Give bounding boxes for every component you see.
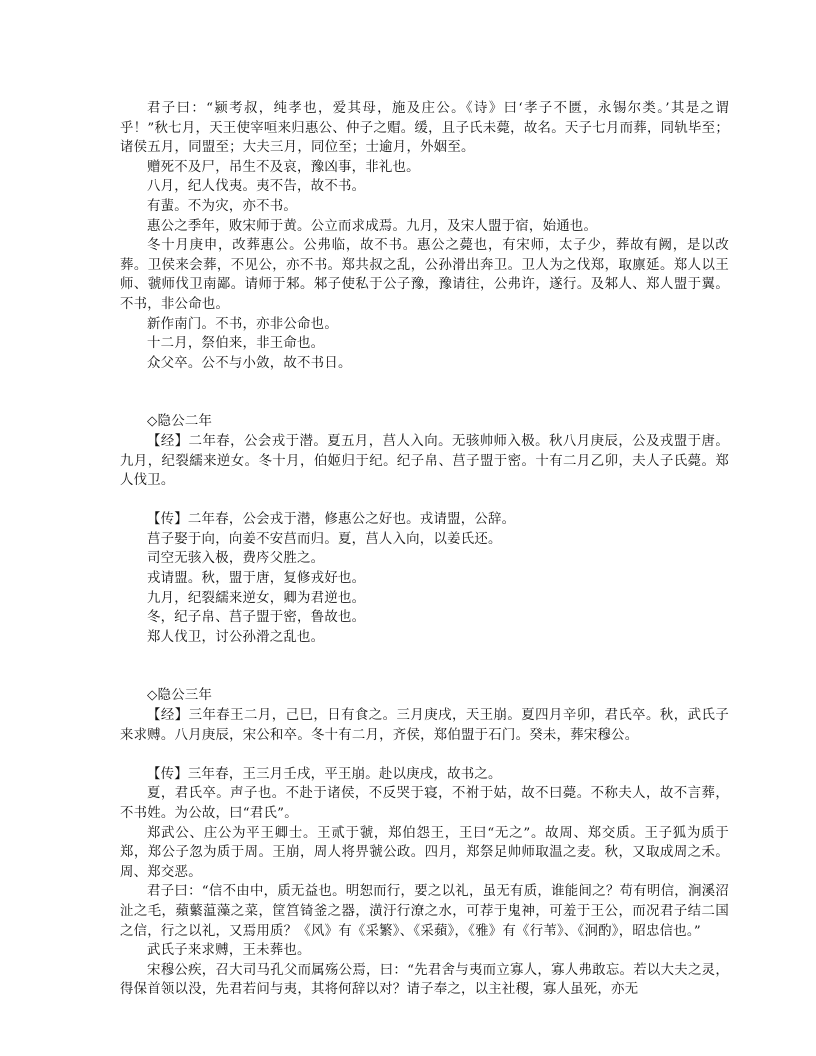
zhuan-paragraph: 【传】三年春，王三月壬戌，平王崩。赴以庚戌，故书之。 (147, 766, 502, 782)
paragraph: 众父卒。公不与小敛，故不书日。 (147, 355, 352, 371)
paragraph: 九月，纪裂繻来逆女，卿为君逆也。 (147, 590, 366, 606)
paragraph: 戎请盟。秋，盟于唐，复修戎好也。 (147, 571, 366, 587)
spacer (120, 745, 729, 765)
paragraph: 十二月，祭伯来，非王命也。 (147, 336, 325, 352)
zhuan-paragraph: 【传】二年春，公会戎于潜，修惠公之好也。戎请盟，公辞。 (147, 512, 516, 528)
paragraph: 冬十月庚申，改葬惠公。公弗临，故不书。惠公之薨也，有宋师，太子少，葬故有阙，是以改葬。卫侯来会葬，不见公，亦不书。郑共叔之乱，公孙滑出奔卫。卫人为之伐郑，取廪延。郑人以王师、虢师伐卫南鄙。请师于邾。邾子使私于公子豫，豫请往，公弗许，遂行。及邾人、郑人盟于翼。不书，非公命也。 (120, 238, 729, 312)
paragraph: 武氏子来求赙，王未葬也。 (147, 943, 311, 959)
jing-paragraph: 【经】二年春，公会戎于潜。夏五月，莒人入向。无骇帅师入极。秋八月庚辰，公及戎盟于唐。九月，纪裂繻来逆女。冬十月，伯姬归于纪。纪子帛、莒子盟于密。十有二月乙卯，夫人子氏薨。郑人伐卫。 (120, 433, 729, 489)
paragraph: 君子曰：“颍考叔，纯孝也，爱其母，施及庄公。《诗》曰‘孝子不匮，永锡尔类。’其是之谓乎！”秋七月，天王使宰咺来归惠公、仲子之赗。缓，且子氏未薨，故名。天子七月而葬，同轨毕至；诸侯五月，同盟至；大夫三月，同位至；士逾月，外姻至。 (120, 101, 729, 156)
paragraph: 司空无骇入极，费庈父胜之。 (147, 551, 325, 567)
paragraph: 宋穆公疾，召大司马孔父而属殇公焉，曰：“先君舍与夷而立寡人，寡人弗敢忘。若以大夫之灵，得保首领以没，先君若问与夷，其将何辞以对？请子奉之，以主社稷，寡人虽死，亦无 (120, 962, 729, 998)
paragraph: 郑人伐卫，讨公孙滑之乱也。 (147, 629, 325, 645)
paragraph: 赠死不及尸，吊生不及哀，豫凶事，非礼也。 (147, 159, 420, 175)
paragraph: 八月，纪人伐夷。夷不告，故不书。 (147, 179, 366, 195)
paragraph: 君子曰：“信不由中，质无益也。明恕而行，要之以礼，虽无有质，谁能间之？苟有明信，涧溪沼沚之毛，蘋蘩蕰藻之菜，筐筥锜釜之器，潢汙行潦之水，可荐于鬼神，可羞于王公，而况君子结二国之信，行之以礼，又焉用质？《风》有《采繁》、《采蘋》，《雅》有《行苇》、《泂酌》，昭忠信也。” (120, 884, 729, 939)
paragraph: 新作南门。不书，亦非公命也。 (147, 316, 338, 332)
paragraph: 夏，君氏卒。声子也。不赴于诸侯，不反哭于寝，不祔于姑，故不曰薨。不称夫人，故不言葬，不书姓。为公故，曰“君氏”。 (120, 786, 729, 821)
spacer (120, 647, 729, 686)
jing-paragraph: 【经】三年春王二月，己巳，日有食之。三月庚戌，天王崩。夏四月辛卯，君氏卒。秋，武氏子来求赙。八月庚辰，宋公和卒。冬十有二月，齐侯，郑伯盟于石门。癸未，葬宋穆公。 (120, 708, 729, 743)
paragraph: 有蜚。不为灾，亦不书。 (147, 198, 298, 214)
paragraph: 莒子娶于向，向姜不安莒而归。夏，莒人入向，以姜氏还。 (147, 531, 502, 547)
paragraph: 惠公之季年，败宋师于黄。公立而求成焉。九月，及宋人盟于宿，始通也。 (147, 218, 598, 234)
spacer (120, 491, 729, 511)
spacer (120, 373, 729, 412)
paragraph: 郑武公、庄公为平王卿士。王贰于虢，郑伯怨王，王曰“无之”。故周、郑交质。王子狐为质于郑，郑公子忽为质于周。王崩，周人将畀虢公政。四月，郑祭足帅师取温之麦。秋，又取成周之禾。周、郑交恶。 (120, 825, 729, 880)
paragraph: 冬，纪子帛、莒子盟于密，鲁故也。 (147, 610, 366, 626)
section-heading: ◇隐公三年 (147, 688, 213, 704)
section-heading: ◇隐公二年 (147, 414, 213, 430)
